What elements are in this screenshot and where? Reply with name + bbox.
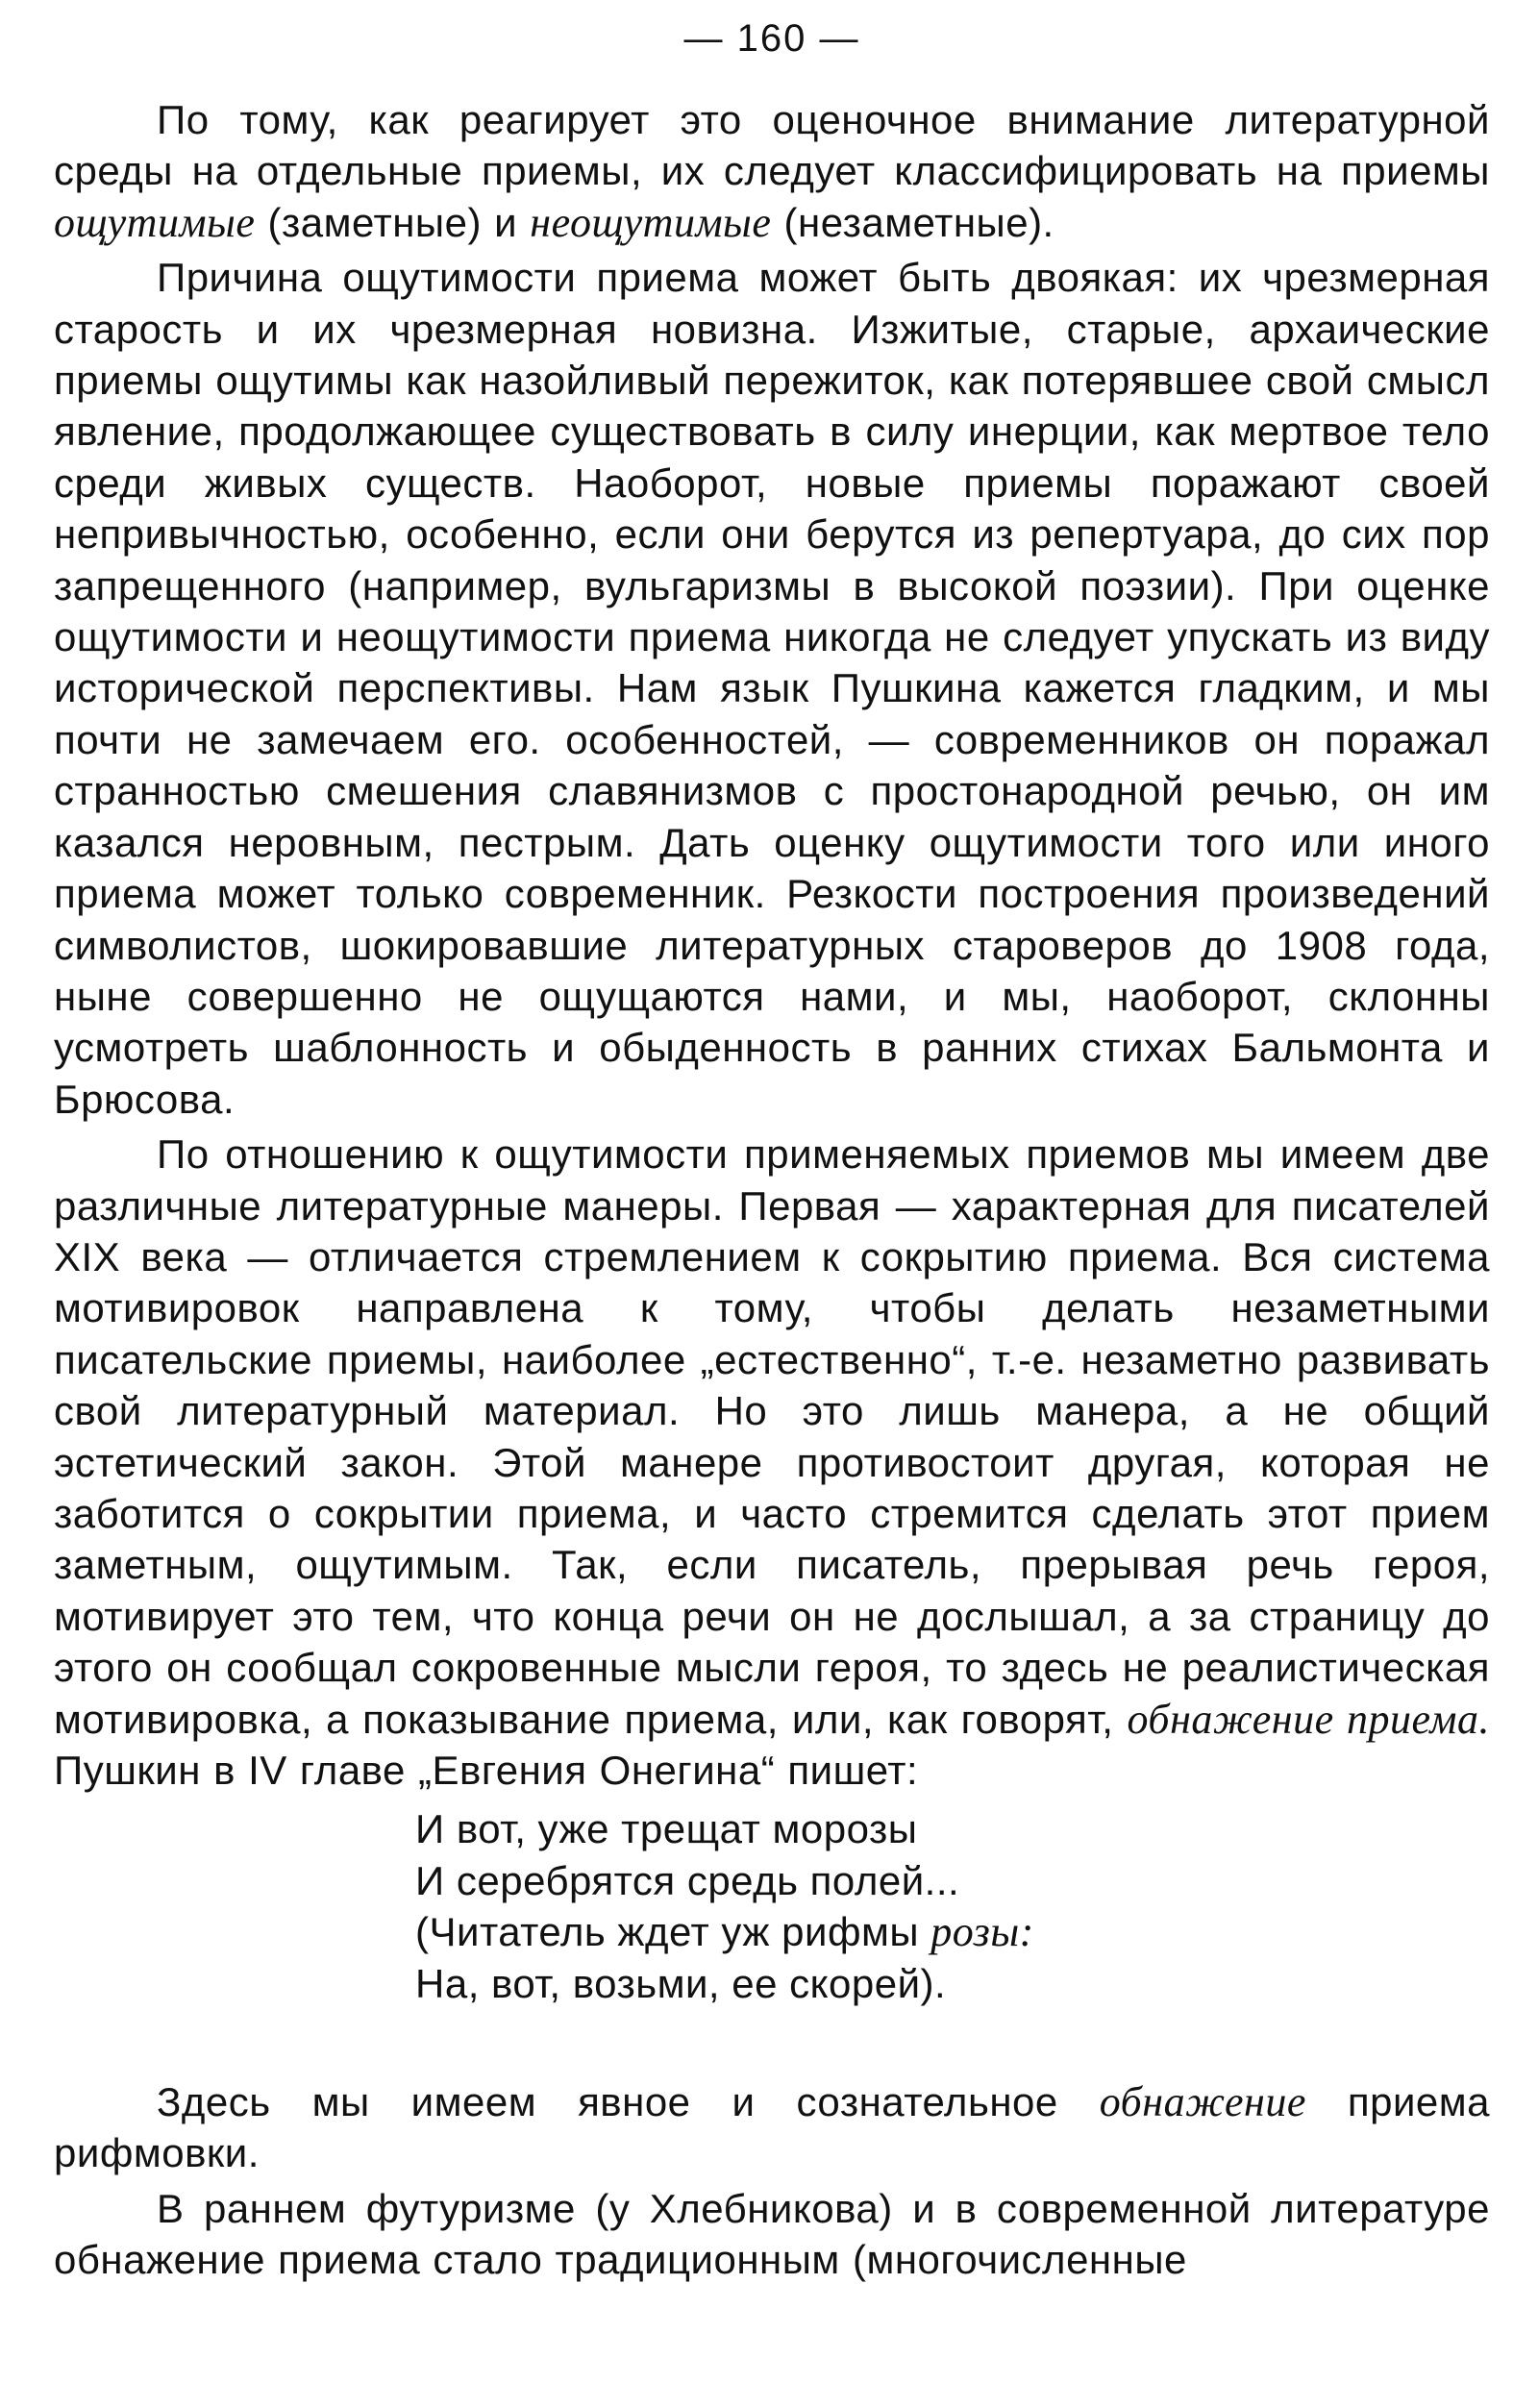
poem-line-3-italic: розы: (930, 1908, 1034, 1956)
poem-line-4: На, вот, возьми, ее скорей). (415, 1960, 947, 2006)
poem-line-1: И вот, уже трещат морозы (415, 1806, 918, 1852)
para1-text-3: (незаметные). (771, 199, 1054, 245)
para1-text-1: По тому, как реагирует это оценочное внимание литературной среды на отдельные приемы, их следует классифицировать на приемы (54, 97, 1490, 194)
paragraph-cause-of-perceptibility: Причина ощутимости приема может быть двоякая: их чрезмерная старость и их чрезмерная новизна. Изжитые, старые, архаические приемы ощутимы как назойливый пережиток, как потерявшее свой смысл явление, продолжающее существовать в силу инерции, как мертвое тело среди живых существ. Наоборот, новые приемы поражают своей непривычностью, особенно, если они берутся из репертуара, до сих пор запрещенного (например, вульгаризмы в высокой поэзии). При оценке ощутимости и неощутимости приема никогда не следует упускать из виду исторической перспективы. Нам язык Пушкина кажется гладким, и мы почти не замечаем его. особенностей, — современников он поражал странностью смешения славянизмов с простонародной речью, он им казался неровным, пестрым. Дать оценку ощутимости того или иного приема может только современник. Резкости построения произведений символистов, шокировавшие литературных староверов до 1908 года, ныне совершенно не ощущаются нами, и мы, наоборот, склонны усмотреть шаблонность и обыденность в ранних стихах Бальмонта и Брюсова. (54, 255, 1490, 1122)
paragraph-literary-manners (54, 1129, 1490, 1796)
para3-text-1: По отношению к ощутимости применяемых приемов мы имеем две различные литературные манеры. Первая — характерная для писателей XIX века — отличается стремлением к сокрытию приема. Вся система мотивировок направлена к тому, чтобы делать незаметными писательские приемы, наиболее „естественно“, т.-е. незаметно развивать свой литературный материал. Но это лишь манера, а не общий эстетический закон. Этой манере противостоит другая, которая не заботится о сокрытии приема, и часто стремится сделать этот прием заметным, ощутимым. Так, если писатель, прерывая речь героя, мотивирует это тем, что конца речи он не дослышал, а за страницу до этого он сообщал сокровенные мысли героя, то здесь не реалистическая мотивировка, а показывание приема, или, как говорят, (54, 1131, 1490, 1742)
poem-line-3-text: (Читатель ждет уж рифмы (415, 1909, 931, 1955)
para1-italic-perceptible: ощутимые (54, 198, 256, 246)
para4-italic-baring: обнажение (1099, 2078, 1306, 2126)
para4-text-1: Здесь мы имеем явное и сознательное (157, 2079, 1100, 2125)
paragraph-rhyme-baring (54, 2076, 1490, 2179)
paragraph-perceptible-devices (54, 94, 1490, 248)
para1-text-2: (заметные) и (255, 199, 531, 245)
paragraph-futurism: В раннем футуризме (у Хлебникова) и в современной литературе обнажение приема стало традиционным (многочисленные (54, 2185, 1490, 2283)
poem-quote (415, 1803, 1490, 2009)
page-number: — 160 — (683, 17, 860, 60)
para3-text-2: Пушкин в IV главе „Евгения Онегина“ пишет: (54, 1748, 919, 1793)
poem-line-2: И серебрятся средь полей... (415, 1857, 960, 1903)
para4-text-2: приема рифмовки. (54, 2079, 1490, 2176)
poem-line-3 (415, 1906, 1490, 1957)
para3-italic-baring-device: обнажение приема. (1127, 1695, 1491, 1743)
para1-italic-imperceptible: неощутимые (530, 198, 772, 246)
